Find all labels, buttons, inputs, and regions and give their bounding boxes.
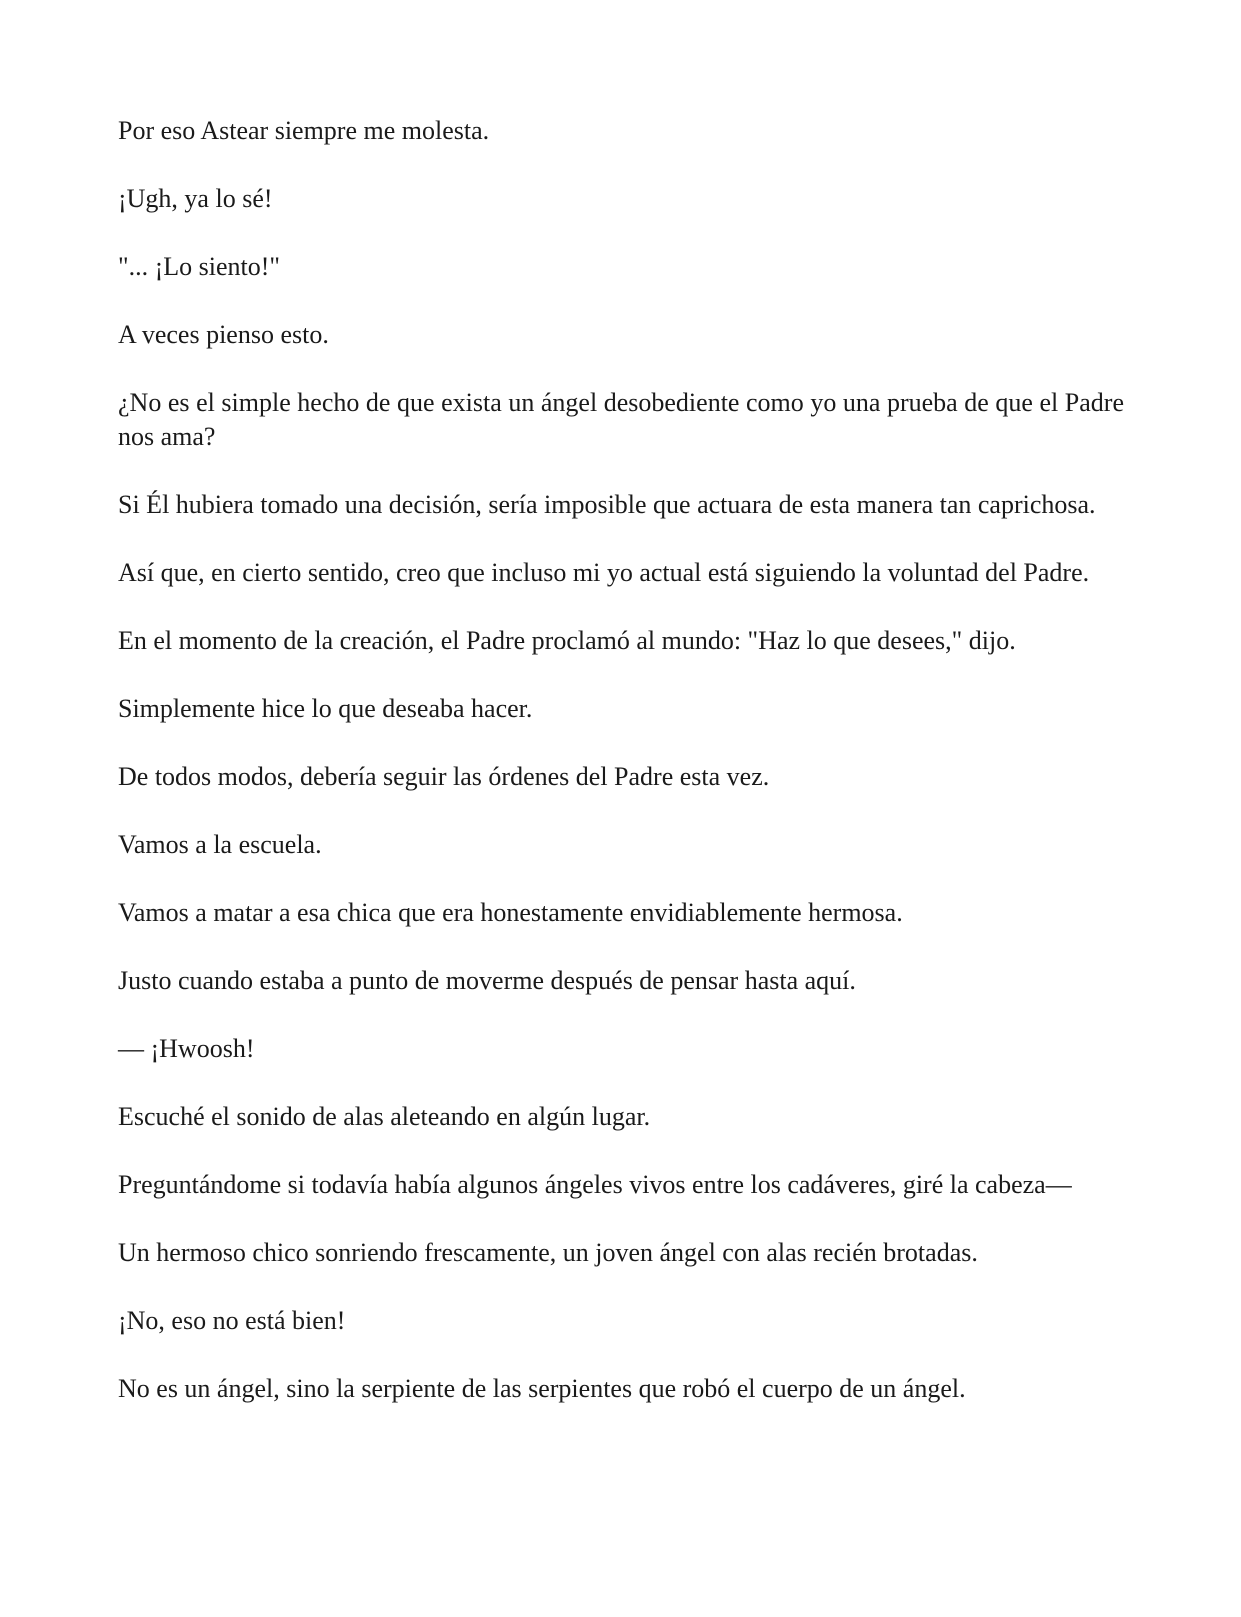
paragraph-10: De todos modos, debería seguir las órdenes del Padre esta vez. xyxy=(118,762,770,791)
paragraph-12: Vamos a matar a esa chica que era honestamente envidiablemente hermosa. xyxy=(118,898,903,927)
paragraph-1: Por eso Astear siempre me molesta. xyxy=(118,116,490,145)
paragraph-19: No es un ángel, sino la serpiente de las serpientes que robó el cuerpo de un ángel. xyxy=(118,1374,966,1403)
paragraph-7: Así que, en cierto sentido, creo que incluso mi yo actual está siguiendo la voluntad del Padre. xyxy=(118,558,1090,587)
paragraph-5: ¿No es el simple hecho de que exista un ángel desobediente como yo una prueba de que el Padre nos ama? xyxy=(118,388,1124,451)
paragraph-13: Justo cuando estaba a punto de moverme después de pensar hasta aquí. xyxy=(118,966,856,995)
paragraph-6: Si Él hubiera tomado una decisión, sería imposible que actuara de esta manera tan caprichosa. xyxy=(118,490,1096,519)
paragraph-4: A veces pienso esto. xyxy=(118,320,329,349)
paragraph-8: En el momento de la creación, el Padre proclamó al mundo: "Haz lo que desees," dijo. xyxy=(118,626,1016,655)
paragraph-17: Un hermoso chico sonriendo frescamente, un joven ángel con alas recién brotadas. xyxy=(118,1238,978,1267)
paragraph-9: Simplemente hice lo que deseaba hacer. xyxy=(118,694,533,723)
paragraph-2: ¡Ugh, ya lo sé! xyxy=(118,184,273,213)
paragraph-14: — ¡Hwoosh! xyxy=(118,1034,255,1063)
document-page xyxy=(118,114,1124,1440)
paragraph-15: Escuché el sonido de alas aleteando en algún lugar. xyxy=(118,1102,651,1131)
paragraph-16: Preguntándome si todavía había algunos ángeles vivos entre los cadáveres, giré la cabeza— xyxy=(118,1170,1072,1199)
paragraph-3: "... ¡Lo siento!" xyxy=(118,252,281,281)
paragraph-18: ¡No, eso no está bien! xyxy=(118,1306,346,1335)
paragraph-11: Vamos a la escuela. xyxy=(118,830,322,859)
